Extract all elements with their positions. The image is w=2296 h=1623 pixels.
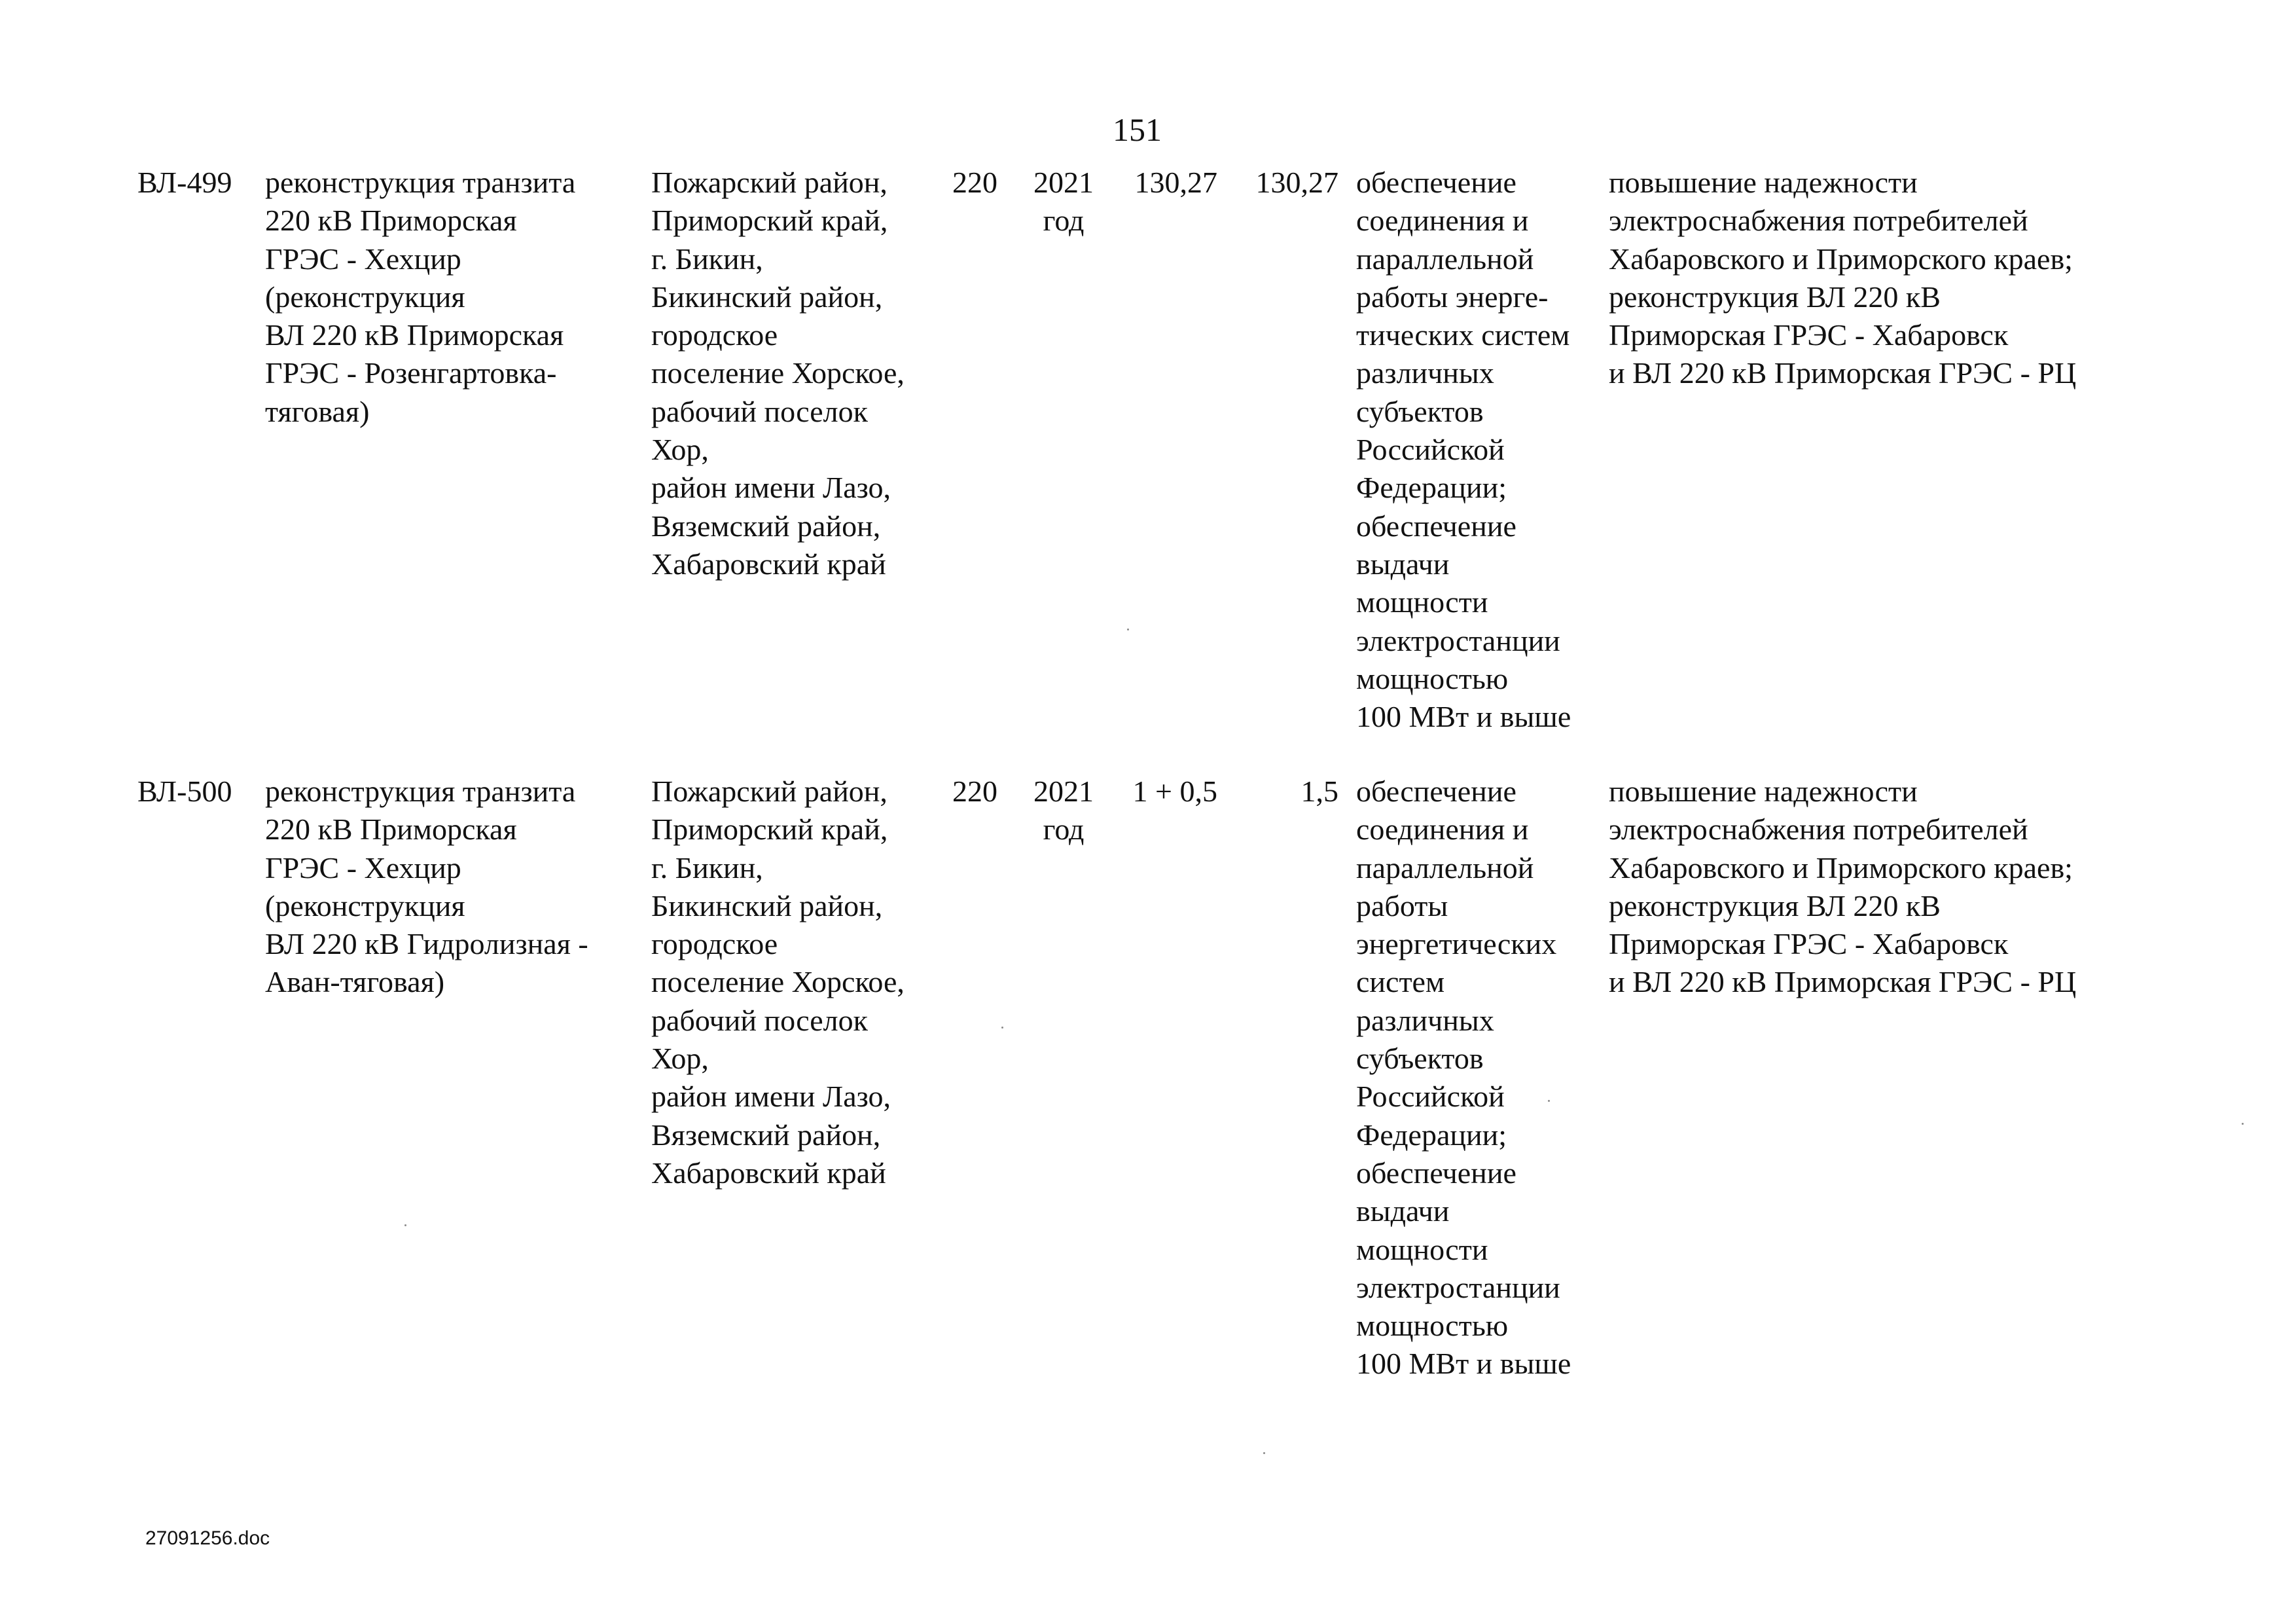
project-purpose: обеспечение соединения и параллельной работы энергетических систем различных субъектов Российской Федерации; обеспечение выдачи мощности электростанции мощностью 100 МВт и выше <box>1356 775 1571 1381</box>
voltage-kv: 220 <box>952 166 997 199</box>
scan-speck <box>1548 1100 1550 1102</box>
scan-speck <box>1001 1027 1003 1029</box>
commissioning-year: 2021 год <box>1033 775 1094 847</box>
voltage-kv: 220 <box>952 775 997 808</box>
line-code: ВЛ-500 <box>137 775 232 808</box>
document-filename: 27091256.doc <box>145 1527 270 1549</box>
project-description: реконструкция транзита 220 кВ Приморская ГРЭС - Хехцир (реконструкция ВЛ 220 кВ Приморская ГРЭС - Розенгартовка- тяговая) <box>265 166 576 428</box>
line-code: ВЛ-499 <box>137 166 232 199</box>
project-purpose: обеспечение соединения и параллельной работы энерге- тических систем различных субъектов Российской Федерации; обеспечение выдачи мощности электростанции мощностью 100 МВт и выше <box>1356 166 1571 734</box>
commissioning-year: 2021 год <box>1033 166 1094 238</box>
project-location: Пожарский район, Приморский край, г. Бикин, Бикинский район, городское поселение Хорское, рабочий поселок Хор, район имени Лазо, Вяземский район, Хабаровский край <box>651 166 905 581</box>
scan-speck <box>2242 1123 2244 1125</box>
line-length-total: 1,5 <box>1300 775 1338 808</box>
line-length-total: 130,27 <box>1255 166 1338 199</box>
project-location: Пожарский район, Приморский край, г. Бикин, Бикинский район, городское поселение Хорское, рабочий поселок Хор, район имени Лазо, Вяземский район, Хабаровский край <box>651 775 905 1190</box>
page-number: 151 <box>1113 111 1162 148</box>
scan-speck <box>1263 1452 1265 1454</box>
line-length-components: 1 + 0,5 <box>1132 775 1217 808</box>
scan-speck <box>404 1224 406 1226</box>
project-effect: повышение надежности электроснабжения потребителей Хабаровского и Приморского краев; реконструкция ВЛ 220 кВ Приморская ГРЭС - Хабаровск и ВЛ 220 кВ Приморская ГРЭС - РЦ <box>1609 775 2077 999</box>
project-effect: повышение надежности электроснабжения потребителей Хабаровского и Приморского краев; реконструкция ВЛ 220 кВ Приморская ГРЭС - Хабаровск и ВЛ 220 кВ Приморская ГРЭС - РЦ <box>1609 166 2077 390</box>
line-length-components: 130,27 <box>1134 166 1217 199</box>
project-description: реконструкция транзита 220 кВ Приморская ГРЭС - Хехцир (реконструкция ВЛ 220 кВ Гидролизная - Аван-тяговая) <box>265 775 588 999</box>
scan-speck <box>1127 629 1129 630</box>
